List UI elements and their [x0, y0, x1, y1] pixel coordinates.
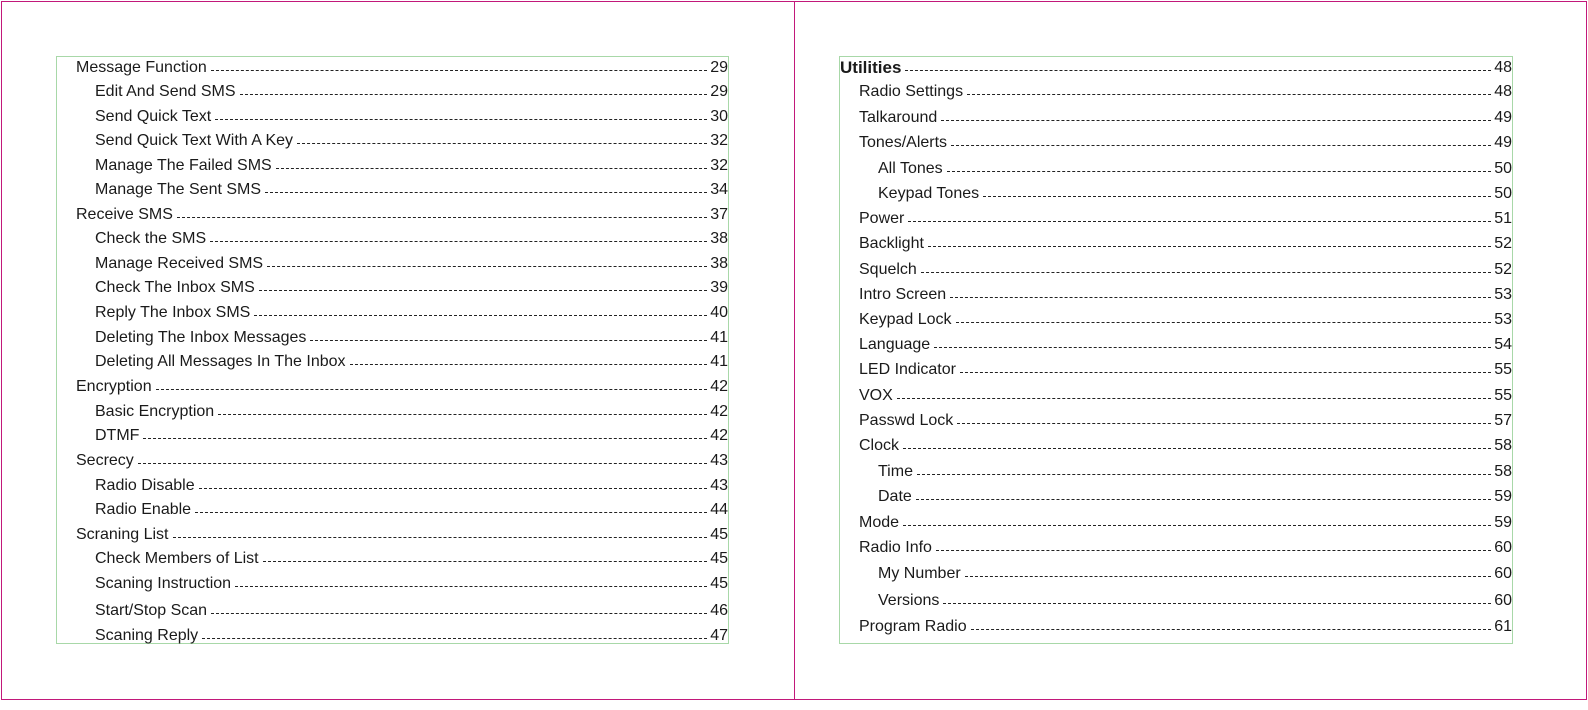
dot-leader	[916, 499, 1491, 500]
toc-entry-label: Start/Stop Scan	[95, 602, 208, 619]
dot-leader	[941, 120, 1491, 121]
toc-entry-page-number: 58	[1494, 463, 1512, 480]
toc-entry-label: Versions	[878, 592, 940, 609]
toc-entry-page-number: 42	[710, 378, 728, 395]
toc-entry	[840, 284, 1512, 304]
toc-entry-page-number: 34	[710, 181, 728, 198]
toc-entry	[840, 158, 1512, 178]
dot-leader	[928, 246, 1491, 247]
toc-entry-page-number: 48	[1494, 59, 1512, 76]
toc-entry-page-number: 52	[1494, 235, 1512, 252]
toc-entry-page-number: 55	[1494, 361, 1512, 378]
toc-entry-label: Mode	[859, 514, 900, 531]
toc-entry-page-number: 39	[710, 279, 728, 296]
dot-leader	[202, 638, 707, 639]
toc-entry-label: Date	[878, 488, 912, 505]
toc-entry-label: Backlight	[859, 235, 924, 252]
toc-entry-page-number: 51	[1494, 210, 1512, 227]
toc-entry-page-number: 45	[710, 526, 728, 543]
toc-entry	[57, 277, 728, 297]
toc-entry-page-number: 38	[710, 255, 728, 272]
toc-entry-label: All Tones	[878, 160, 943, 177]
dot-leader	[143, 438, 707, 439]
dot-leader	[971, 629, 1492, 630]
toc-entry-page-number: 29	[710, 59, 728, 76]
toc-entry-page-number: 44	[710, 501, 728, 518]
toc-entry	[57, 179, 728, 199]
toc-entry-label: Edit And Send SMS	[95, 83, 236, 100]
toc-entry	[840, 590, 1512, 610]
dot-leader	[350, 364, 708, 365]
dot-leader	[965, 576, 1492, 577]
toc-entry-page-number: 41	[710, 353, 728, 370]
toc-entry	[840, 208, 1512, 228]
toc-entry	[840, 259, 1512, 279]
toc-entry-label: Secrecy	[76, 452, 134, 469]
dot-leader	[215, 119, 707, 120]
toc-entry-label: Tones/Alerts	[859, 134, 948, 151]
toc-entry-label: Check Members of List	[95, 550, 259, 567]
toc-entry-label: Deleting All Messages In The Inbox	[95, 353, 346, 370]
dot-leader	[917, 474, 1491, 475]
toc-entry-page-number: 43	[710, 452, 728, 469]
toc-entry	[840, 537, 1512, 557]
dot-leader	[310, 340, 707, 341]
toc-entry-page-number: 30	[710, 108, 728, 125]
toc-entry	[57, 253, 728, 273]
toc-entry	[57, 600, 728, 620]
toc-entry-label: Send Quick Text With A Key	[95, 132, 294, 149]
toc-entry-page-number: 45	[710, 550, 728, 567]
dot-leader	[211, 70, 707, 71]
dot-leader	[897, 398, 1491, 399]
toc-entry-page-number: 50	[1494, 160, 1512, 177]
toc-entry	[840, 563, 1512, 583]
left-table-of-contents	[56, 56, 729, 644]
toc-entry	[840, 107, 1512, 127]
toc-entry-label: Deleting The Inbox Messages	[95, 329, 307, 346]
toc-entry	[840, 309, 1512, 329]
toc-entry-page-number: 55	[1494, 387, 1512, 404]
toc-entry-page-number: 57	[1494, 412, 1512, 429]
toc-entry-page-number: 49	[1494, 109, 1512, 126]
dot-leader	[156, 389, 708, 390]
toc-entry-page-number: 42	[710, 403, 728, 420]
toc-entry	[57, 155, 728, 175]
toc-entry	[57, 106, 728, 126]
toc-entry	[57, 425, 728, 445]
toc-entry-page-number: 54	[1494, 336, 1512, 353]
dot-leader	[950, 297, 1491, 298]
dot-leader	[276, 168, 708, 169]
toc-entry	[57, 499, 728, 519]
toc-entry-label: Time	[878, 463, 913, 480]
toc-entry	[57, 351, 728, 371]
toc-entry-page-number: 53	[1494, 286, 1512, 303]
toc-entry-page-number: 49	[1494, 134, 1512, 151]
toc-entry-page-number: 38	[710, 230, 728, 247]
toc-entry-label: Manage The Sent SMS	[95, 181, 262, 198]
toc-entry-label: VOX	[859, 387, 893, 404]
toc-entry	[840, 512, 1512, 532]
dot-leader	[177, 217, 707, 218]
toc-entry	[840, 132, 1512, 152]
toc-entry	[840, 359, 1512, 379]
toc-entry-label: Intro Screen	[859, 286, 947, 303]
toc-entry	[57, 625, 728, 645]
dot-leader	[240, 94, 708, 95]
dot-leader	[259, 290, 707, 291]
toc-entry-label: Radio Settings	[859, 83, 964, 100]
dot-leader	[199, 488, 708, 489]
toc-entry	[840, 183, 1512, 203]
dot-leader	[983, 196, 1491, 197]
toc-entry-page-number: 46	[710, 602, 728, 619]
toc-entry	[57, 130, 728, 150]
toc-entry-label: Clock	[859, 437, 900, 454]
toc-entry	[840, 334, 1512, 354]
dot-leader	[195, 512, 707, 513]
dot-leader	[936, 550, 1491, 551]
toc-entry-label: Manage The Failed SMS	[95, 157, 272, 174]
toc-entry-page-number: 59	[1494, 488, 1512, 505]
toc-entry	[57, 302, 728, 322]
toc-entry-label: Reply The Inbox SMS	[95, 304, 251, 321]
toc-entry	[57, 228, 728, 248]
toc-entry-page-number: 53	[1494, 311, 1512, 328]
toc-entry-label: Talkaround	[859, 109, 938, 126]
toc-entry-label: Send Quick Text	[95, 108, 212, 125]
toc-entry-page-number: 52	[1494, 261, 1512, 278]
toc-entry-label: Radio Enable	[95, 501, 192, 518]
toc-entry	[840, 486, 1512, 506]
toc-entry-label: Scraning List	[76, 526, 169, 543]
dot-leader	[956, 322, 1492, 323]
toc-entry-label: Check The Inbox SMS	[95, 279, 255, 296]
dot-leader	[138, 463, 707, 464]
toc-entry-label: Receive SMS	[76, 206, 173, 223]
dot-leader	[903, 525, 1491, 526]
toc-entry-page-number: 59	[1494, 514, 1512, 531]
toc-entry-label: Program Radio	[859, 618, 967, 635]
toc-entry-label: Power	[859, 210, 905, 227]
dot-leader	[908, 221, 1491, 222]
dot-leader	[263, 561, 708, 562]
dot-leader	[173, 537, 708, 538]
toc-entry	[840, 410, 1512, 430]
toc-entry-label: Check the SMS	[95, 230, 207, 247]
toc-entry-page-number: 60	[1494, 592, 1512, 609]
dot-leader	[265, 192, 707, 193]
dot-leader	[903, 448, 1491, 449]
toc-entry	[840, 233, 1512, 253]
toc-entry-page-number: 32	[710, 132, 728, 149]
toc-entry-label: LED Indicator	[859, 361, 956, 378]
toc-entry	[57, 376, 728, 396]
toc-entry-page-number: 50	[1494, 185, 1512, 202]
toc-entry	[840, 81, 1512, 101]
toc-entry	[57, 204, 728, 224]
toc-entry	[57, 57, 728, 77]
toc-entry-page-number: 40	[710, 304, 728, 321]
dot-leader	[210, 241, 707, 242]
toc-entry	[57, 81, 728, 101]
toc-entry	[840, 57, 1512, 77]
dot-leader	[947, 171, 1492, 172]
toc-entry	[840, 435, 1512, 455]
toc-entry	[57, 401, 728, 421]
toc-entry-label: Utilities	[840, 58, 902, 77]
toc-entry-page-number: 58	[1494, 437, 1512, 454]
toc-entry-label: Message Function	[76, 59, 207, 76]
toc-entry-page-number: 43	[710, 477, 728, 494]
toc-entry-label: Radio Disable	[95, 477, 195, 494]
toc-entry-page-number: 48	[1494, 83, 1512, 100]
toc-entry	[840, 385, 1512, 405]
dot-leader	[957, 423, 1491, 424]
dot-leader	[218, 414, 707, 415]
toc-entry-label: Manage Received SMS	[95, 255, 264, 272]
dot-leader	[297, 143, 707, 144]
toc-entry-page-number: 42	[710, 427, 728, 444]
dot-leader	[211, 613, 707, 614]
toc-entry-page-number: 37	[710, 206, 728, 223]
toc-entry-label: Squelch	[859, 261, 917, 278]
toc-entry-label: Keypad Tones	[878, 185, 980, 202]
toc-entry-label: DTMF	[95, 427, 140, 444]
toc-entry-page-number: 29	[710, 83, 728, 100]
toc-entry	[57, 573, 728, 593]
toc-entry-label: My Number	[878, 565, 961, 582]
toc-entry-page-number: 32	[710, 157, 728, 174]
dot-leader	[905, 70, 1491, 71]
toc-entry	[840, 461, 1512, 481]
toc-entry-page-number: 60	[1494, 565, 1512, 582]
toc-entry-page-number: 45	[710, 575, 728, 592]
dot-leader	[951, 145, 1491, 146]
toc-entry-page-number: 61	[1494, 618, 1512, 635]
toc-entry-label: Radio Info	[859, 539, 932, 556]
dot-leader	[254, 315, 707, 316]
toc-entry	[57, 475, 728, 495]
dot-leader	[960, 372, 1491, 373]
toc-entry-page-number: 41	[710, 329, 728, 346]
toc-entry-page-number: 47	[710, 627, 728, 644]
dot-leader	[921, 272, 1491, 273]
toc-entry-page-number: 60	[1494, 539, 1512, 556]
toc-entry-label: Passwd Lock	[859, 412, 954, 429]
toc-entry-label: Encryption	[76, 378, 152, 395]
toc-entry-label: Language	[859, 336, 931, 353]
toc-entry-label: Keypad Lock	[859, 311, 952, 328]
dot-leader	[943, 603, 1491, 604]
dot-leader	[934, 347, 1491, 348]
toc-entry-label: Scaning Instruction	[95, 575, 232, 592]
dot-leader	[267, 266, 707, 267]
right-table-of-contents	[839, 56, 1513, 644]
toc-entry-label: Scaning Reply	[95, 627, 199, 644]
toc-entry	[57, 548, 728, 568]
toc-entry	[840, 616, 1512, 636]
toc-entry	[57, 450, 728, 470]
dot-leader	[235, 586, 707, 587]
toc-entry-label: Basic Encryption	[95, 403, 215, 420]
dot-leader	[967, 94, 1491, 95]
toc-entry	[57, 524, 728, 544]
toc-entry	[57, 327, 728, 347]
